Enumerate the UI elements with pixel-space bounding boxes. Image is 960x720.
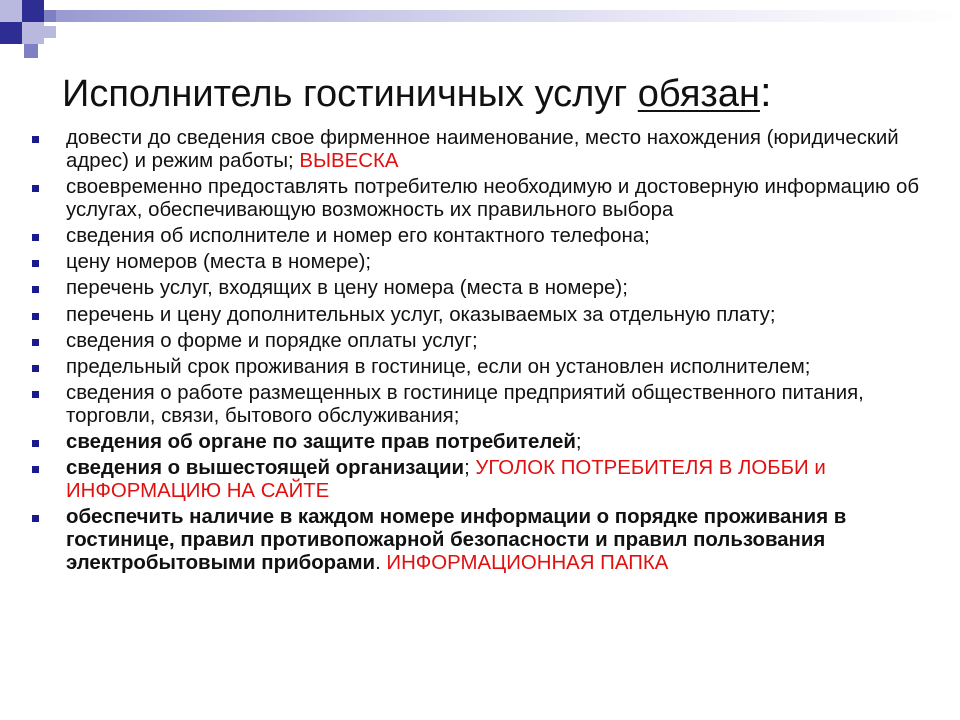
corner-square [0,22,22,44]
bullet-bold-text: обеспечить наличие в каждом номере информации о порядке проживания в гостинице, правил противопожарной безопасности и правил пользования электробытовыми приборами [66,506,847,574]
square-bullet-icon [32,440,39,447]
corner-square [0,0,22,22]
bullet-item [30,127,930,173]
corner-square [24,44,38,58]
bullet-item [30,176,930,222]
bullet-item [30,431,930,454]
bullet-item [30,277,930,300]
slide-title [62,70,772,116]
square-bullet-icon [32,286,39,293]
bullet-text: цену номеров (места в номере); [66,251,372,274]
square-bullet-icon [32,313,39,320]
title-main: Исполнитель гостиничных услуг [62,73,638,115]
square-bullet-icon [32,136,39,143]
bullet-highlight: ВЫВЕСКА [299,149,399,172]
bullet-text: ; [575,431,582,454]
bullet-text: перечень услуг, входящих в цену номера (места в номере); [66,277,628,300]
bullet-bold-text: сведения о вышестоящей организации [66,457,465,480]
square-bullet-icon [32,515,39,522]
square-bullet-icon [32,466,39,473]
bullet-item [30,225,930,248]
corner-square [44,10,56,22]
bullet-item [30,506,930,574]
bullet-text: ; [464,457,476,480]
bullet-item [30,304,930,327]
bullet-highlight: УГОЛОК ПОТРЕБИТЕЛЯ В ЛОББИ и ИНФОРМАЦИЮ НА САЙТЕ [66,457,826,503]
square-bullet-icon [32,234,39,241]
square-bullet-icon [32,339,39,346]
bullet-item [30,330,930,353]
bullet-list [30,127,930,578]
square-bullet-icon [32,260,39,267]
bullet-text: довести до сведения свое фирменное наименование, место нахождения (юридический адрес) и режим работы; [66,127,899,172]
corner-square [44,26,56,38]
title-emphasis: обязан [637,73,760,115]
corner-square [22,22,44,44]
corner-square [22,0,44,22]
bullet-item [30,356,930,379]
bullet-item [30,382,930,428]
bullet-text: сведения об исполнителе и номер его контактного телефона; [66,224,650,247]
corner-squares-ornament [0,0,80,60]
bullet-highlight: ИНФОРМАЦИОННАЯ ПАПКА [386,551,669,574]
bullet-text: . [375,551,387,574]
square-bullet-icon [32,365,39,372]
square-bullet-icon [32,185,39,192]
bullet-bold-text: сведения об органе по защите прав потребителей [66,431,576,454]
bullet-text: сведения о работе размещенных в гостинице предприятий общественного питания, торговли, связи, бытового обслуживания; [66,382,864,427]
bullet-item [30,251,930,274]
title-colon: : [759,68,772,115]
bullet-text: предельный срок проживания в гостинице, если он установлен исполнителем; [66,355,811,378]
square-bullet-icon [32,391,39,398]
header-gradient-band [56,10,960,22]
bullet-text: своевременно предоставлять потребителю необходимую и достоверную информацию об услугах, обеспечивающую возможность их правильного выбора [66,175,920,221]
bullet-text: перечень и цену дополнительных услуг, оказываемых за отдельную плату; [66,303,776,326]
bullet-text: сведения о форме и порядке оплаты услуг; [66,329,478,352]
bullet-item [30,457,930,503]
